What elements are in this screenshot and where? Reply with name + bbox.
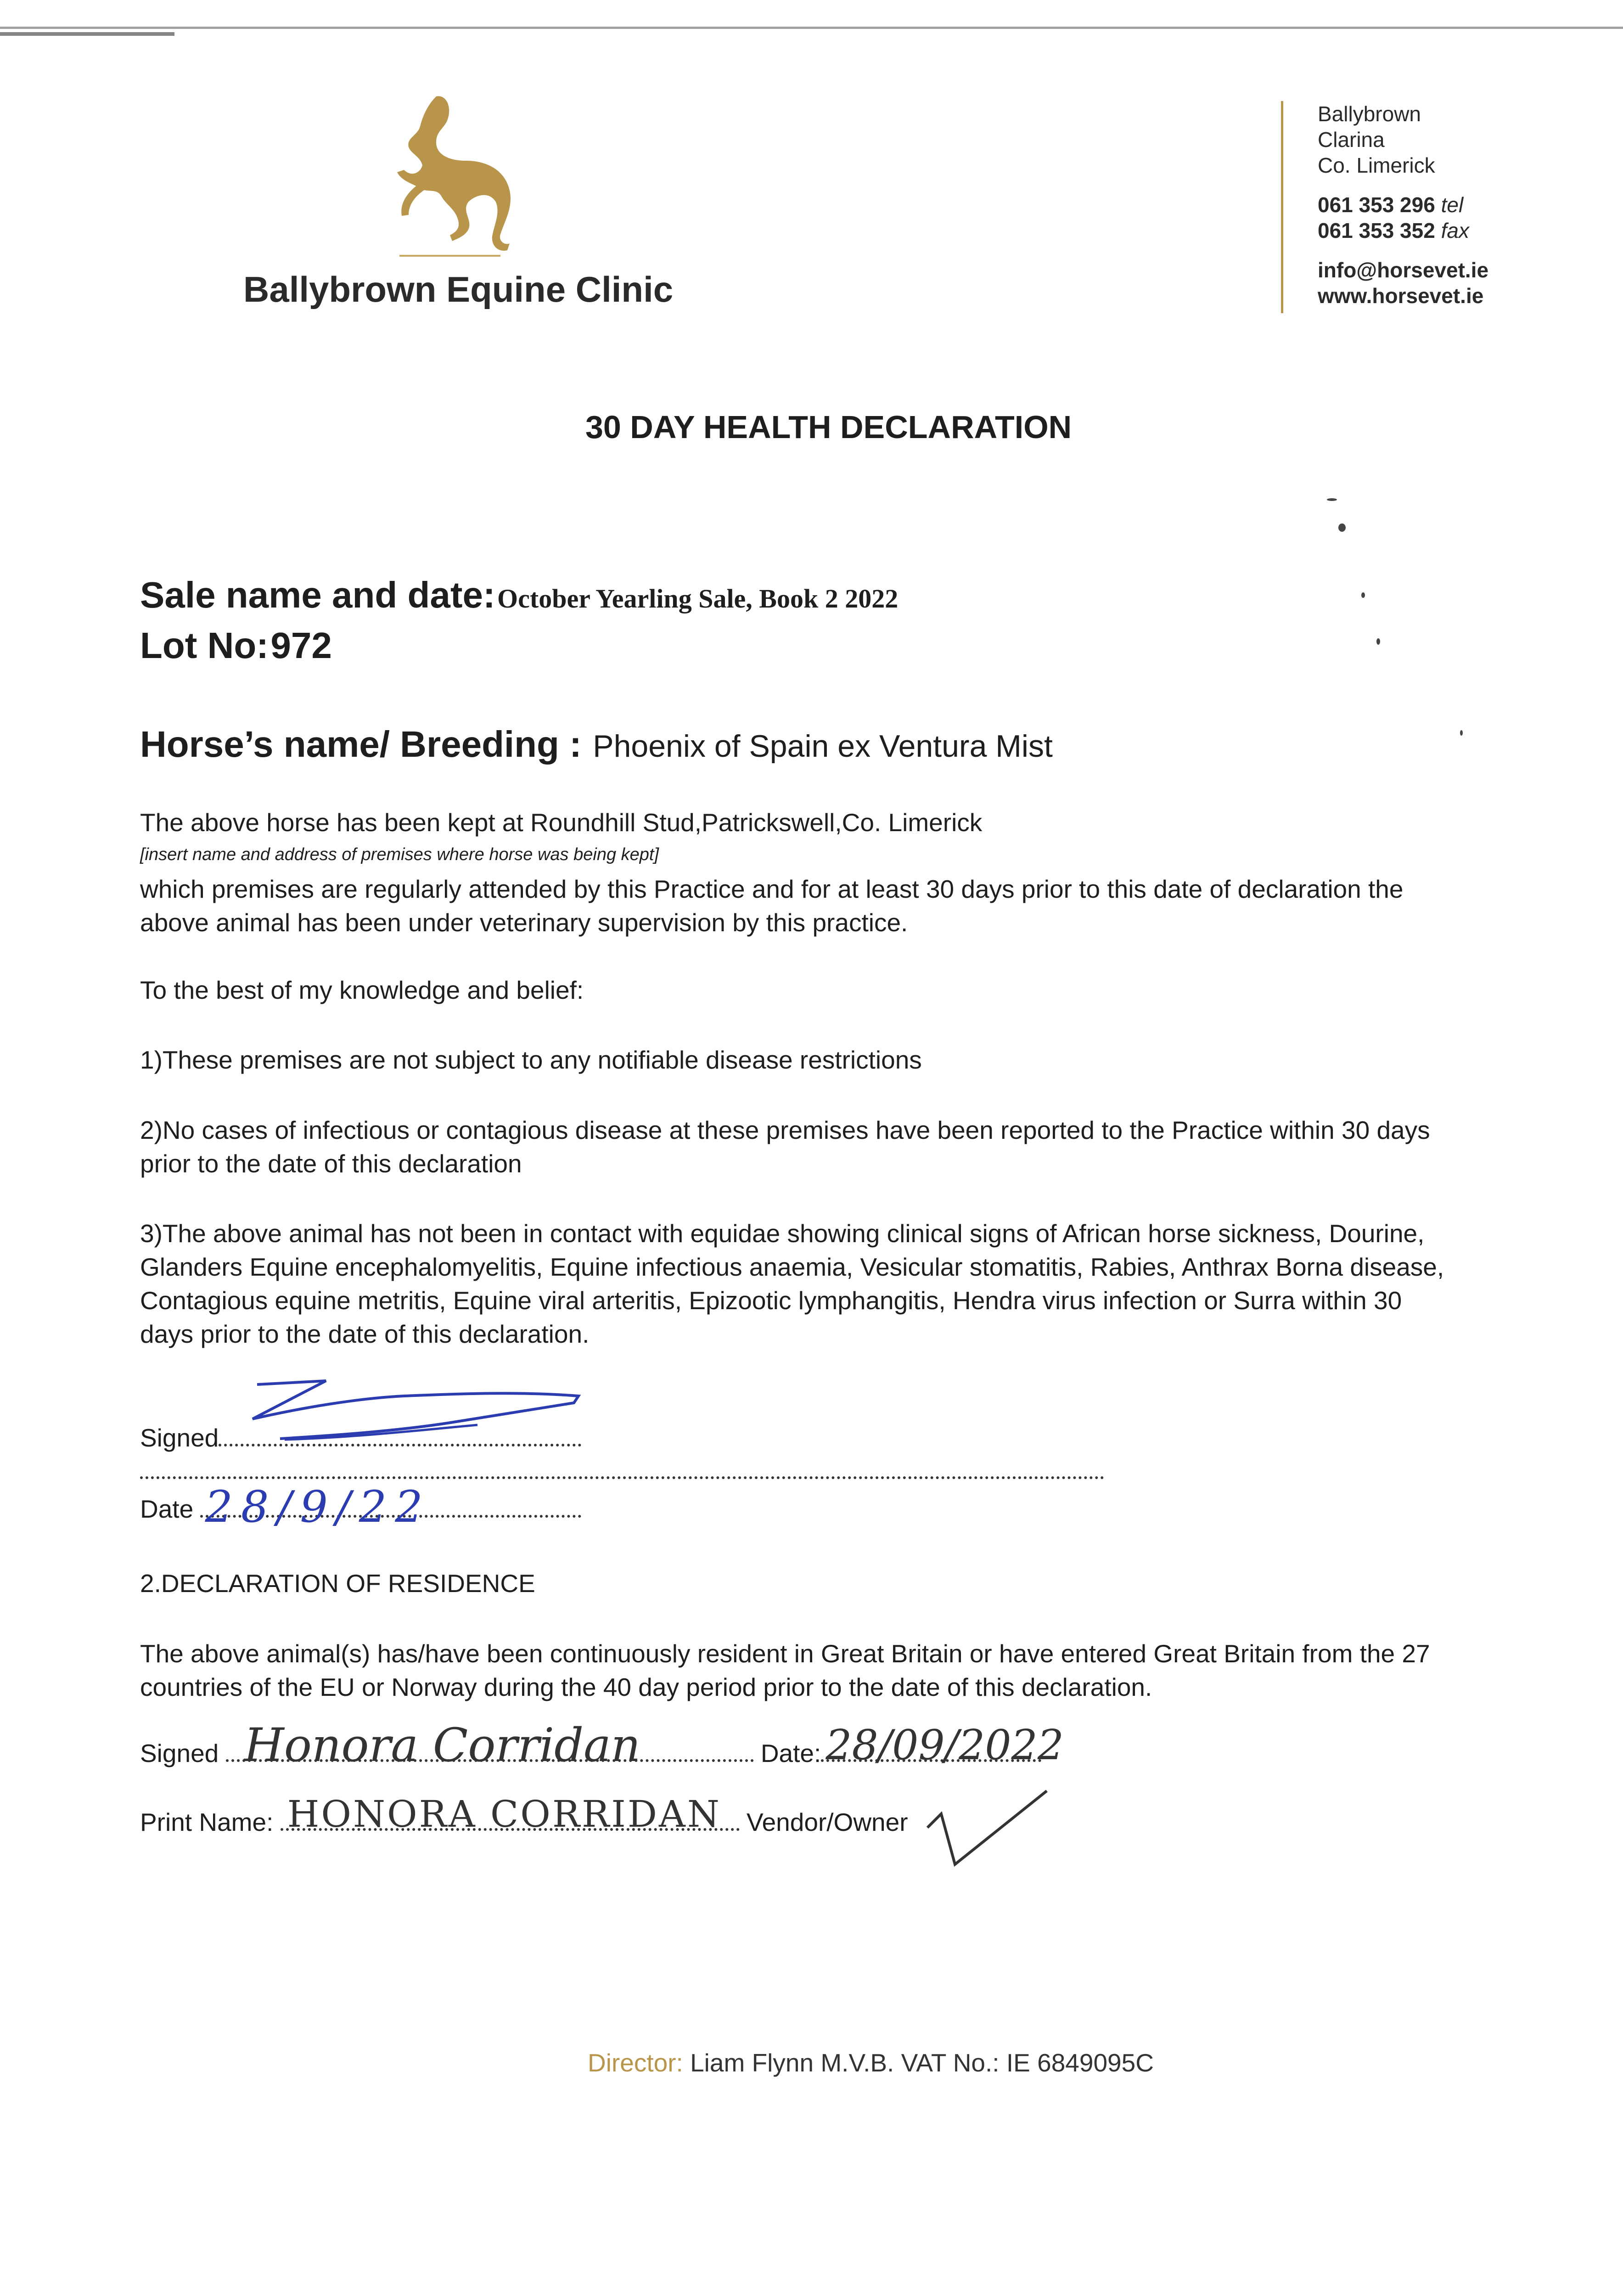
- point-3-line-4: days prior to the date of this declaration.: [140, 1320, 590, 1348]
- vendor-owner-label: Vendor/Owner: [746, 1808, 908, 1836]
- footer: [588, 2048, 1154, 2077]
- point-2-line-1: 2)No cases of infectious or contagious disease at these premises have been reported to the Practice within 30 days: [140, 1116, 1430, 1144]
- scan-speck: [1361, 592, 1365, 598]
- date-row-1: [140, 1482, 581, 1532]
- premises-line-1: which premises are regularly attended by this Practice and for at least 30 days prior to this date of declaration the: [140, 875, 1404, 903]
- director-label: Director:: [588, 2048, 683, 2077]
- scan-speck: [1376, 638, 1380, 645]
- tel-suffix: tel: [1441, 193, 1464, 217]
- tel-number: 061 353 296: [1318, 193, 1435, 217]
- address-line-3: Co. Limerick: [1318, 153, 1435, 177]
- scan-speck: [1327, 498, 1337, 501]
- signed-dotted-line-2: [226, 1718, 754, 1772]
- date-label-2: Date:: [760, 1739, 821, 1767]
- point-1: 1)These premises are not subject to any notifiable disease restrictions: [140, 1046, 922, 1074]
- scan-edge-mark: [0, 32, 174, 36]
- contact-divider: [1281, 101, 1283, 313]
- date-label-1: Date: [140, 1495, 194, 1523]
- residence-line-1: The above animal(s) has/have been continuously resident in Great Britain or have entered Great Britain from the 27: [140, 1639, 1430, 1668]
- point-2-line-2: prior to the date of this declaration: [140, 1149, 522, 1178]
- insert-note: [insert name and address of premises where horse was being kept]: [140, 845, 659, 864]
- print-name-label: Print Name:: [140, 1808, 274, 1836]
- address-line-2: Clarina: [1318, 128, 1385, 152]
- tel-line: [1318, 192, 1488, 218]
- lot-value: 972: [270, 625, 332, 666]
- horse-row: [140, 723, 1053, 765]
- signature-1-scribble: [220, 1371, 588, 1463]
- fax-number: 061 353 352: [1318, 219, 1435, 242]
- date-handwritten-2: 28/09/2022: [826, 1721, 1064, 1769]
- sale-label: Sale name and date:: [140, 574, 495, 615]
- print-name-dotted-line: [281, 1793, 740, 1835]
- signature-2-handwritten: Honora Corridan: [244, 1718, 641, 1772]
- signed-row-2: [140, 1718, 1064, 1772]
- signed-label-1: Signed: [140, 1424, 219, 1452]
- lot-label: Lot No:: [140, 625, 269, 666]
- belief-line: To the best of my knowledge and belief:: [140, 976, 584, 1004]
- kept-line: The above horse has been kept at Roundhill Stud,Patrickswell,Co. Limerick: [140, 808, 983, 837]
- contact-block: [1318, 101, 1488, 309]
- email-text: info@horsevet.ie: [1318, 258, 1489, 282]
- rearing-horse-logo-icon: [367, 92, 533, 262]
- clinic-name: Ballybrown Equine Clinic: [243, 269, 674, 310]
- residence-heading: 2.DECLARATION OF RESIDENCE: [140, 1569, 535, 1598]
- fax-line: [1318, 218, 1488, 243]
- point-3-line-1: 3)The above animal has not been in contact with equidae showing clinical signs of African horse sickness, Dourine,: [140, 1219, 1425, 1248]
- residence-line-2: countries of the EU or Norway during the 40 day period prior to the date of this declaration.: [140, 1673, 1152, 1701]
- horse-silhouette: [397, 96, 511, 251]
- horse-foreleg: [401, 181, 427, 216]
- dotted-separator: [140, 1476, 1104, 1479]
- premises-line-2: above animal has been under veterinary supervision by this practice.: [140, 908, 908, 937]
- logo-ground-line: [399, 255, 500, 257]
- scan-speck: [1338, 523, 1346, 532]
- point-3-line-2: Glanders Equine encephalomyelitis, Equine infectious anaemia, Vesicular stomatitis, Rabies, Anthrax Borna disease,: [140, 1253, 1444, 1281]
- scan-edge-line: [0, 27, 1623, 29]
- print-name-row: [140, 1793, 908, 1839]
- horse-value: Phoenix of Spain ex Ventura Mist: [593, 729, 1053, 764]
- scan-speck: [1460, 730, 1463, 736]
- date-dotted-line-1: [200, 1482, 581, 1532]
- document-title: 30 DAY HEALTH DECLARATION: [585, 409, 1072, 445]
- date-dotted-line-2: [821, 1721, 1064, 1769]
- fax-suffix: fax: [1441, 219, 1469, 242]
- address-line-1: Ballybrown: [1318, 102, 1421, 126]
- director-text: Liam Flynn M.V.B. VAT No.: IE 6849095C: [690, 2048, 1154, 2077]
- horse-label: Horse’s name/ Breeding :: [140, 724, 582, 765]
- vendor-checkmark-icon: [923, 1782, 1051, 1874]
- website-text: www.horsevet.ie: [1318, 284, 1484, 308]
- print-name-handwritten: HONORA CORRIDAN: [287, 1793, 721, 1835]
- sale-row: [140, 574, 898, 616]
- date-handwritten-1: 28/9/22: [205, 1482, 431, 1532]
- lot-row: [140, 625, 332, 667]
- signed-label-2: Signed: [140, 1739, 219, 1767]
- sale-value: October Yearling Sale, Book 2 2022: [497, 584, 899, 613]
- point-3-line-3: Contagious equine metritis, Equine viral arteritis, Epizootic lymphangitis, Hendra virus infection or Surra within 30: [140, 1286, 1402, 1315]
